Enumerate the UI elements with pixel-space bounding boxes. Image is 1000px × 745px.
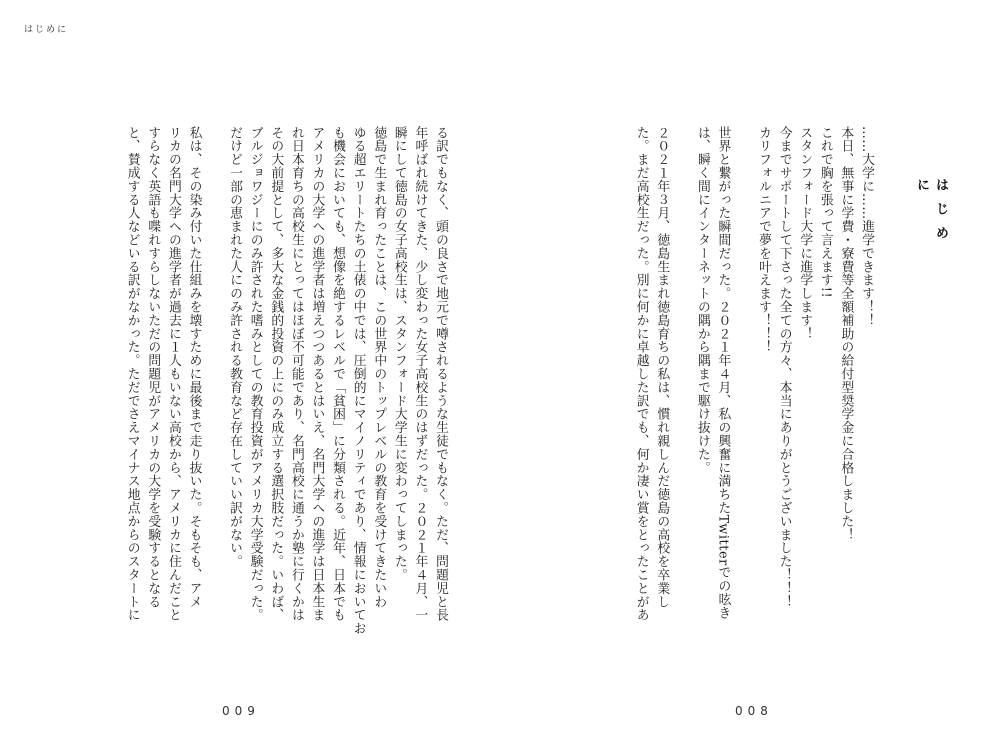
text-column: 私は、その染み付いた仕組みを壊すために最後まで走り抜いた。そもそも、アメ — [186, 126, 202, 609]
text-column: れ日本育ちの高校生にとってはほぼ不可能であり、名門高校に通うか塾に行くかは — [288, 126, 304, 622]
paragraph-gap — [203, 126, 223, 656]
text-column: アメリカの大学への進学者は増えつつあるとはいえ、名門大学への進学は日本生ま — [309, 126, 325, 622]
right-page-text — [556, 126, 876, 656]
text-column: カリフォルニアで夢を叶えます！！！ — [756, 126, 772, 354]
text-column: 瞬にして徳島の女子高校生は、スタンフォード大学生に変わってしまった。 — [391, 126, 407, 582]
text-column: これで胸を張って言えます!! — [817, 126, 833, 299]
text-column: リカの名門大学への進学者が過去に１人もいない高校から、アメリカに住んだこと — [165, 126, 181, 622]
text-column: その大前提として、多大な金銭的投資の上にのみ成立する選択肢だった。いわば、 — [268, 126, 284, 622]
text-column: 年呼ばれ続けてきた、少し変わった女子高校生のはずだった。２０２１年４月、一 — [412, 126, 428, 622]
text-column: ブルジョワジーにのみ許された嗜みとしての教育投資がアメリカ大学受験だった。 — [247, 126, 263, 622]
chapter-title: はじめに — [914, 178, 948, 250]
text-column: も機会においても、想像を絶するレベルで「貧困」に分類される。近年、日本でも — [330, 126, 346, 622]
text-column: ゆる超エリートたちの土俵の中では、圧倒的にマイノリティであり、情報においてお — [350, 126, 366, 636]
text-column: スタンフォード大学に進学します！ — [797, 126, 813, 341]
running-head: はじめに — [24, 25, 69, 35]
page-number-right: 008 — [735, 704, 773, 718]
page-number-left: 009 — [222, 704, 260, 718]
text-column: る訳でもなく、頭の良さで地元で噂されるような生徒でもなく。ただ、問題児と長 — [433, 126, 448, 622]
text-column: だけど一部の恵まれた人にのみ許される教育など存在していい訳がない。 — [227, 126, 243, 569]
paragraph-gap — [732, 126, 752, 656]
text-column: は、瞬く間にインターネットの隅から隅まで駆け抜けた。 — [694, 126, 710, 475]
text-column: ２０２１年３月、徳島生まれ徳島育ちの私は、慣れ親しんだ徳島の高校を卒業し — [654, 126, 670, 609]
text-column: た。まだ高校生だった。別に何かに卓越した訳でも、何か凄い賞をとったことがあ — [633, 126, 649, 622]
paragraph-gap — [671, 126, 691, 656]
text-column: 本日、無事に学費・寮費等全額補助の給付型奨学金に合格しました！ — [838, 126, 854, 542]
text-column: 世界と繋がった瞬間だった。２０２１年４月、私の興奮に満ちたTwitterでの呟き — [715, 126, 731, 620]
text-column: すらなく英語も喋れすらしないただの問題児がアメリカの大学を受験するとなる — [145, 126, 161, 609]
text-column: ……大学に……進学できます！！ — [859, 126, 874, 327]
text-column: と、賛成する人などいる訳がなかった。ただでさえマイナス地点からのスタートに — [124, 126, 140, 622]
text-column: 徳島で生まれ育ったことは、この世界中のトップレベルの教育を受けてきたいわ — [371, 126, 387, 609]
left-page-text — [50, 126, 450, 656]
text-column: 今までサポートして下さった全ての方々、本当にありがとうございました！！！ — [776, 126, 792, 609]
